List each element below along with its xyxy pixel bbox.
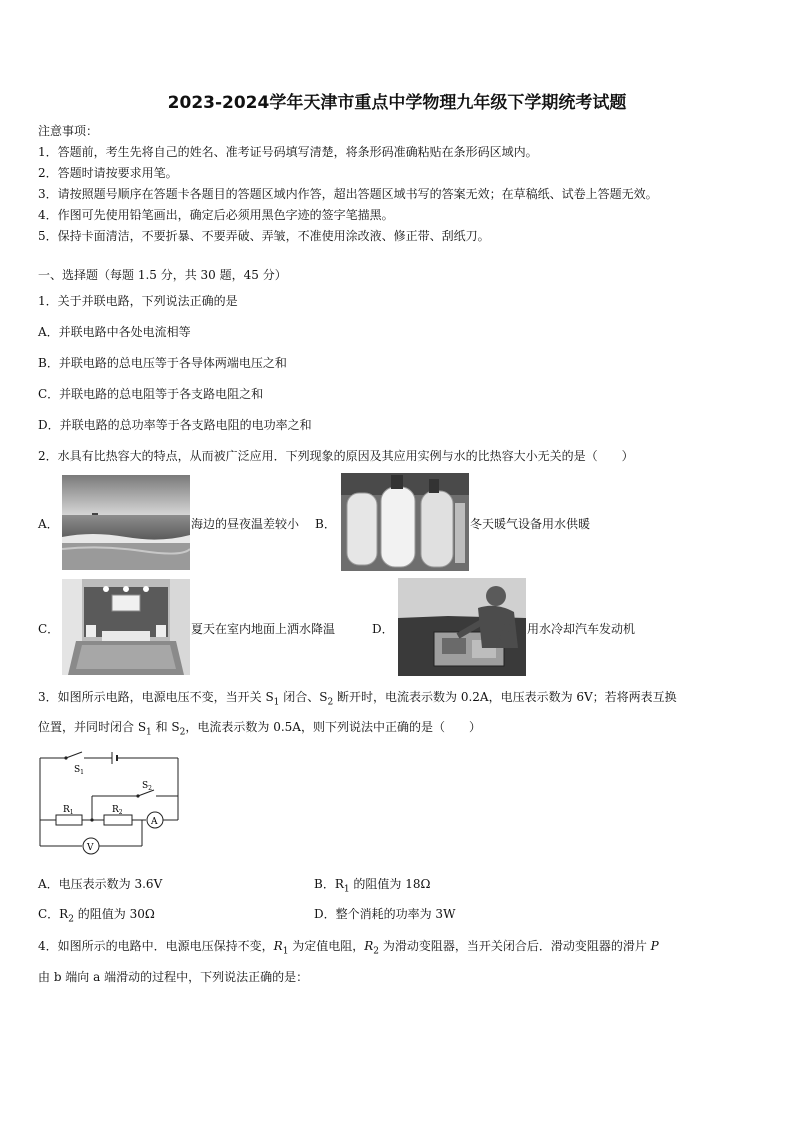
question-2-option-a-text: 海边的昼夜温差较小	[191, 517, 300, 531]
circuit-label-r1: $R_1$	[63, 805, 74, 816]
question-3-option-a: A．电压表示数为 3.6V	[38, 877, 163, 891]
notice-heading: 注意事项：	[38, 124, 99, 138]
question-3-circuit-diagram	[36, 748, 184, 860]
question-4-stem-line-1: 4．如图所示的电路中．电源电压保持不变，$R_1$ 为定值电阻，$R_2$ 为滑动变阻器，当开关闭合后．滑动变阻器的滑片 P	[38, 939, 659, 957]
voltmeter-symbol: V	[87, 843, 94, 853]
circuit-label-s1: $S_1$	[74, 765, 84, 776]
question-2-option-c-text: 夏天在室内地面上洒水降温	[191, 622, 336, 636]
page-title: 2023-2024学年天津市重点中学物理九年级下学期统考试题	[167, 93, 627, 113]
question-1-stem: 1．关于并联电路，下列说法正确的是	[38, 294, 238, 308]
question-2-option-b-text: 冬天暖气设备用水供暖	[470, 517, 591, 531]
beach-photo	[62, 475, 190, 570]
question-2-stem: 2．水具有比热容大的特点，从而被广泛应用．下列现象的原因及其应用实例与水的比热容大小无关的是（ ）	[38, 449, 634, 463]
question-3-option-d: D．整个消耗的功率为 3W	[314, 907, 456, 921]
question-1-option-d: D．并联电路的总功率等于各支路电阻的电功率之和	[38, 418, 312, 432]
question-2-option-a-label: A．	[38, 517, 59, 531]
circuit-label-s2: $S_2$	[142, 781, 152, 792]
question-2-option-d-text: 用水冷却汽车发动机	[527, 622, 636, 636]
notice-item: 4．作图可先使用铅笔画出，确定后必须用黑色字迹的签字笔描黑。	[38, 208, 394, 222]
question-3-option-b: B．$R_1$ 的阻值为 18Ω	[314, 877, 431, 895]
question-2-option-d-label: D．	[372, 622, 394, 636]
question-4-stem-line-2: 由 b 端向 a 端滑动的过程中，下列说法正确的是：	[38, 970, 309, 984]
bedroom-photo	[62, 579, 190, 675]
notice-item: 5．保持卡面清洁，不要折暴、不要弄破、弄皱，不准使用涂改液、修正带、刮纸刀。	[38, 229, 490, 243]
notice-item: 2．答题时请按要求用笔。	[38, 166, 178, 180]
question-1-option-b: B．并联电路的总电压等于各导体两端电压之和	[38, 356, 287, 370]
question-2-option-c-label: C．	[38, 622, 60, 636]
section-heading: 一、选择题（每题 1.5 分，共 30 题，45 分）	[38, 268, 287, 282]
question-1-option-a: A．并联电路中各处电流相等	[38, 325, 191, 339]
ammeter-symbol: A	[151, 817, 158, 827]
question-3-option-c: C．$R_2$ 的阻值为 30Ω	[38, 907, 155, 925]
question-1-option-c: C．并联电路的总电阻等于各支路电阻之和	[38, 387, 264, 401]
circuit-label-r2: $R_2$	[112, 805, 123, 816]
notice-item: 3．请按照题号顺序在答题卡各题目的答题区域内作答，超出答题区域书写的答案无效；在草稿纸、试卷上答题无效。	[38, 187, 658, 201]
water-tanks-photo	[341, 473, 469, 571]
question-3-stem-line-2: 位置，并同时闭合 $S_1$ 和 $S_2$，电流表示数为 0.5A，则下列说法中正确的是（ ）	[38, 720, 481, 738]
car-engine-photo	[398, 578, 526, 676]
notice-item: 1．答题前，考生先将自己的姓名、准考证号码填写清楚，将条形码准确粘贴在条形码区域内。	[38, 145, 538, 159]
question-3-stem-line-1: 3．如图所示电路，电源电压不变，当开关 $S_1$ 闭合、$S_2$ 断开时，电流表示数为 0.2A，电压表示数为 6V；若将两表互换	[38, 690, 677, 708]
question-2-option-b-label: B．	[315, 517, 336, 531]
